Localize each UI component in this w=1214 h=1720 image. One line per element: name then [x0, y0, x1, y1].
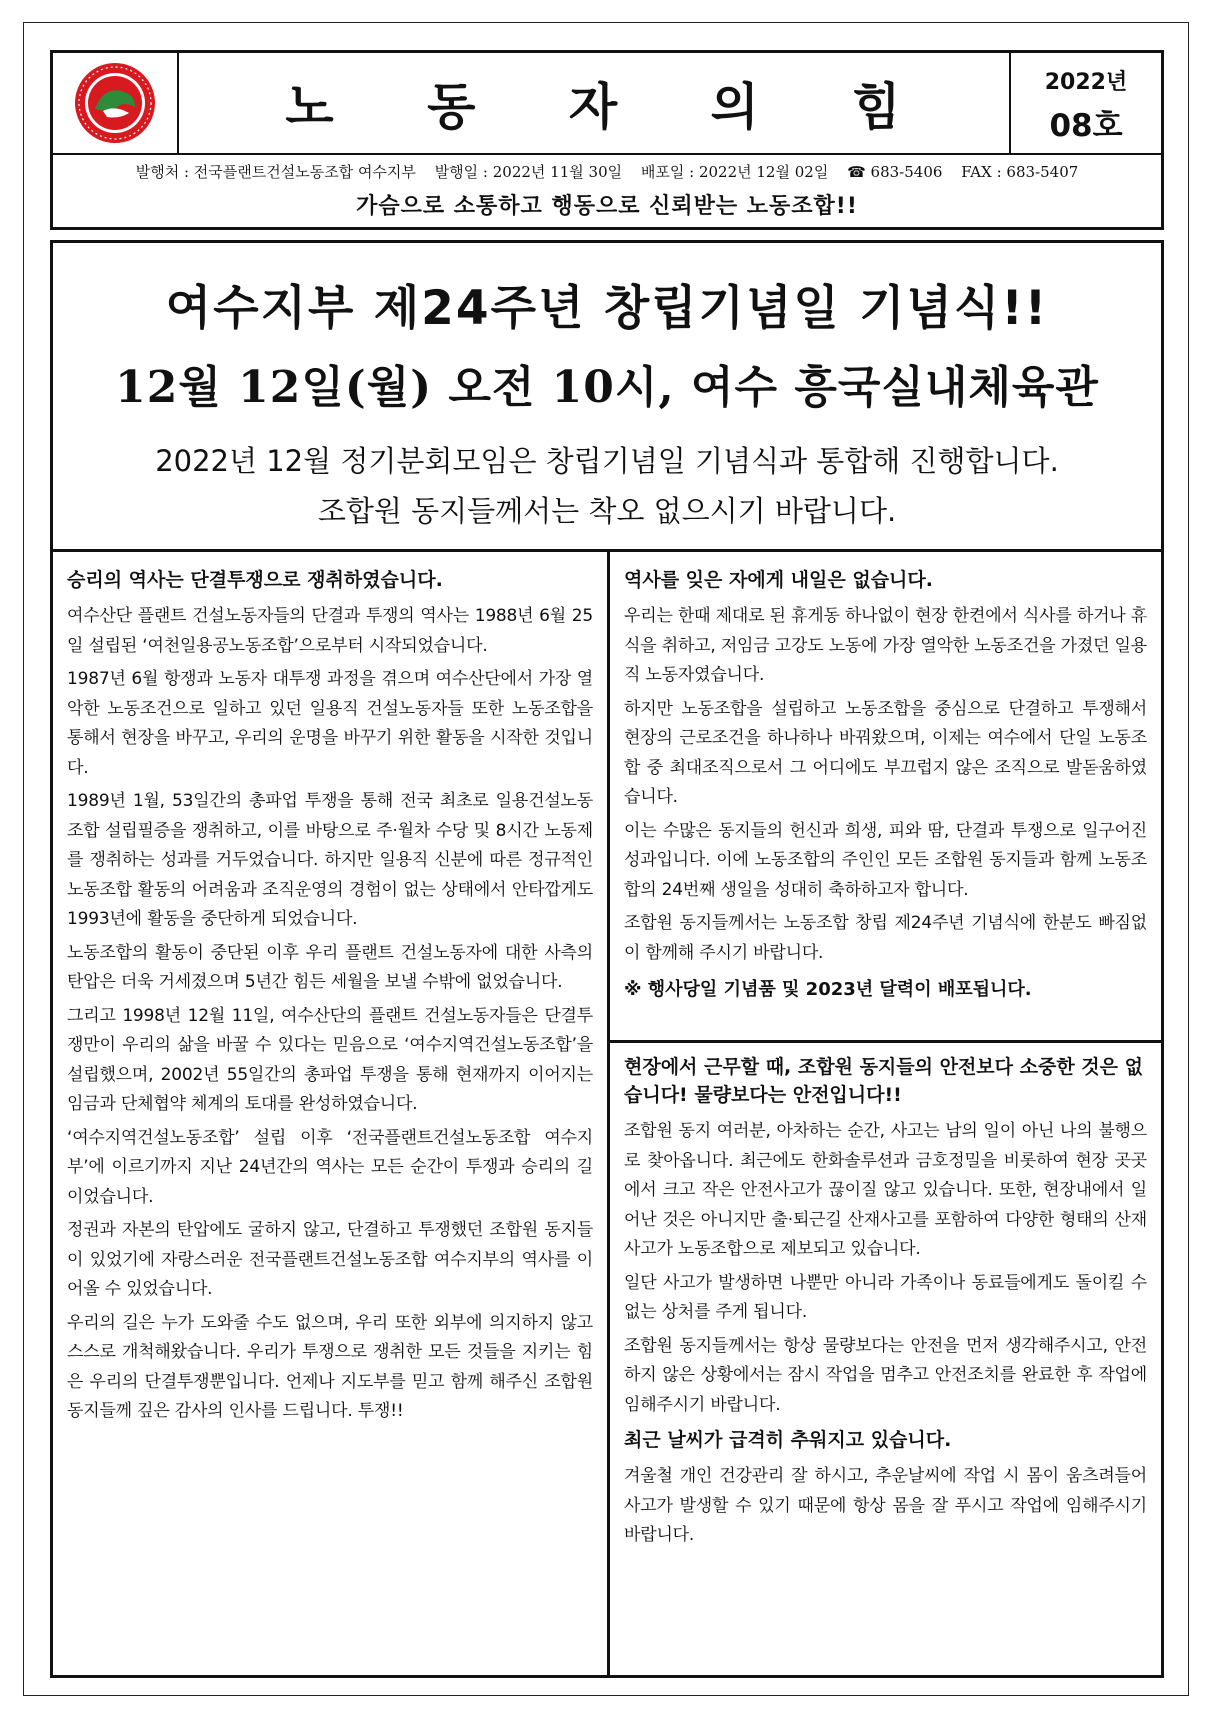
newsletter-title: 노 동 자 의 힘	[285, 77, 939, 136]
publication-info	[53, 157, 1161, 187]
safety-paragraph: 조합원 동지 여러분, 아차하는 순간, 사고는 남의 일이 아닌 나의 불행으로 찾아옵니다. 최근에도 한화솔루션과 금호정밀을 비롯하여 현장 곳곳에서 크고 작은 안전사고가 끊이질 않고 있습니다. 또한, 현장내에서 일어난 것은 아니지만 출·퇴근길 산재사고를 포함하여 다양한 형태의 산재사고가 노동조합으로 제보되고 있습니다.	[624, 1121, 1147, 1259]
left-heading: 승리의 역사는 단결투쟁으로 쟁취하였습니다.	[67, 569, 443, 591]
right-heading: 역사를 잊은 자에게 내일은 없습니다.	[624, 569, 933, 591]
union-logo-icon	[73, 61, 157, 145]
issue-box	[1009, 53, 1161, 153]
safety-paragraph: 조합원 동지들께서는 항상 물량보다는 안전을 먼저 생각해주시고, 안전하지 않은 상황에서는 잠시 작업을 멈추고 안전조치를 완료한 후 작업에 임해주시기 바랍니다.	[624, 1335, 1147, 1415]
left-paragraph: ‘여수지역건설노동조합’ 설립 이후 ‘전국플랜트건설노동조합 여수지부’에 이르기까지 지난 24년간의 역사는 모든 순간이 투쟁과 승리의 길이었습니다.	[67, 1127, 593, 1207]
safety-heading: 현장에서 근무할 때, 조합원 동지들의 안전보다 소중한 것은 없습니다! 물량보다는 안전입니다!!	[624, 1056, 1143, 1106]
masthead	[50, 50, 1164, 230]
announcement-line-2: 조합원 동지들께서는 착오 없으시기 바랍니다.	[317, 494, 897, 528]
fax-number: FAX : 683-5407	[961, 163, 1079, 181]
safety-box	[610, 1040, 1161, 1678]
masthead-top-row	[53, 53, 1161, 155]
left-paragraph: 그리고 1998년 12월 11일, 여수산단의 플랜트 건설노동자들은 단결투쟁만이 우리의 삶을 바꿀 수 있다는 믿음으로 ‘여수지역건설노동조합’을 설립했으며, 2002년 55일간의 총파업 투쟁을 통해 현재까지 이어지는 임금과 단체협약 체계의 토대를 완성하였습니다.	[67, 1005, 593, 1114]
weather-paragraph: 겨울철 개인 건강관리 잘 하시고, 추운날씨에 작업 시 몸이 움츠려들어 사고가 발생할 수 있기 때문에 항상 몸을 잘 푸시고 작업에 임해주시기 바랍니다.	[624, 1466, 1147, 1545]
left-paragraph: 우리의 길은 누가 도와줄 수도 없으며, 우리 또한 외부에 의지하지 않고 스스로 개척해왔습니다. 우리가 투쟁으로 쟁취한 모든 것들을 지키는 힘은 우리의 단결투쟁뿐입니다. 언제나 지도부를 믿고 함께 해주신 조합원 동지들께 깊은 감사의 인사를 드립니다. 투쟁!!	[67, 1312, 593, 1421]
event-datetime-place: 12월 12일(월) 오전 10시, 여수 흥국실내체육관	[115, 362, 1099, 413]
distribution-date: 배포일 : 2022년 12월 02일	[640, 163, 829, 181]
left-paragraph: 여수산단 플랜트 건설노동자들의 단결과 투쟁의 역사는 1988년 6월 25일 설립된 ‘여천일용공노동조합’으로부터 시작되었습니다.	[67, 606, 593, 656]
giveaway-note: ※ 행사당일 기념품 및 2023년 달력이 배포됩니다.	[624, 979, 1032, 1000]
right-column	[610, 552, 1161, 1004]
phone-number: ☎ 683-5406	[847, 163, 943, 181]
left-paragraph: 노동조합의 활동이 중단된 이후 우리 플랜트 건설노동자에 대한 사측의 탄압은 더욱 거세졌으며 5년간 힘든 세월을 보낼 수밖에 없었습니다.	[67, 942, 593, 992]
issue-number: 08호	[1049, 108, 1123, 144]
union-logo	[53, 53, 179, 153]
left-paragraph: 정권과 자본의 탄압에도 굴하지 않고, 단결하고 투쟁했던 조합원 동지들이 있었기에 자랑스러운 전국플랜트건설노동조합 여수지부의 역사를 이어올 수 있었습니다.	[67, 1220, 593, 1299]
main-article-box	[50, 240, 1164, 1678]
weather-heading: 최근 날씨가 급격히 추워지고 있습니다.	[624, 1429, 952, 1451]
slogan: 가슴으로 소통하고 행동으로 신뢰받는 노동조합!!	[356, 194, 858, 219]
announcement-line-1: 2022년 12월 정기분회모임은 창립기념일 기념식과 통합해 진행합니다.	[155, 444, 1059, 478]
issue-date: 발행일 : 2022년 11월 30일	[434, 163, 623, 181]
safety-paragraph: 일단 사고가 발생하면 나뿐만 아니라 가족이나 동료들에게도 돌이킬 수 없는 상처를 주게 됩니다.	[624, 1272, 1147, 1322]
right-paragraph: 하지만 노동조합을 설립하고 노동조합을 중심으로 단결하고 투쟁해서 현장의 근로조건을 하나하나 바꿔왔으며, 이제는 여수에서 단일 노동조합 중 최대조직으로서 그 어디에도 부끄럽지 않은 조직으로 발돋움하였습니다.	[624, 698, 1147, 807]
right-paragraph: 우리는 한때 제대로 된 휴게동 하나없이 현장 한켠에서 식사를 하거나 휴식을 취하고, 저임금 고강도 노동에 가장 열악한 노동조건을 가졌던 일용직 노동자였습니다.	[624, 606, 1147, 685]
publisher: 발행처 : 전국플랜트건설노동조합 여수지부	[135, 163, 416, 181]
left-paragraph: 1987년 6월 항쟁과 노동자 대투쟁 과정을 겪으며 여수산단에서 가장 열악한 노동조건으로 일하고 있던 일용직 건설노동자들 또한 노동조합을 통해서 현장을 바꾸고, 우리의 운명을 바꾸기 위한 활동을 시작한 것입니다.	[67, 669, 593, 778]
right-paragraph: 조합원 동지들께서는 노동조합 창립 제24주년 기념식에 한분도 빠짐없이 함께해 주시기 바랍니다.	[624, 913, 1147, 963]
issue-year: 2022년	[1044, 70, 1128, 95]
left-paragraph: 1989년 1월, 53일간의 총파업 투쟁을 통해 전국 최초로 일용건설노동조합 설립필증을 쟁취하고, 이를 바탕으로 주·월차 수당 및 8시간 노동제를 쟁취하는 성과를 거두었습니다. 하지만 일용직 신분에 따른 정규적인 노동조합 활동의 어려움과 조직운영의 경험이 없는 상태에서 안타깝게도 1993년에 활동을 중단하게 되었습니다.	[67, 791, 593, 929]
left-column	[53, 552, 610, 1678]
headline: 여수지부 제24주년 창립기념일 기념식!!	[165, 281, 1049, 336]
right-paragraph: 이는 수많은 동지들의 헌신과 희생, 피와 땀, 단결과 투쟁으로 일구어진 성과입니다. 이에 노동조합의 주인인 모든 조합원 동지들과 함께 노동조합의 24번째 생일을 성대히 축하하고자 합니다.	[624, 820, 1147, 900]
